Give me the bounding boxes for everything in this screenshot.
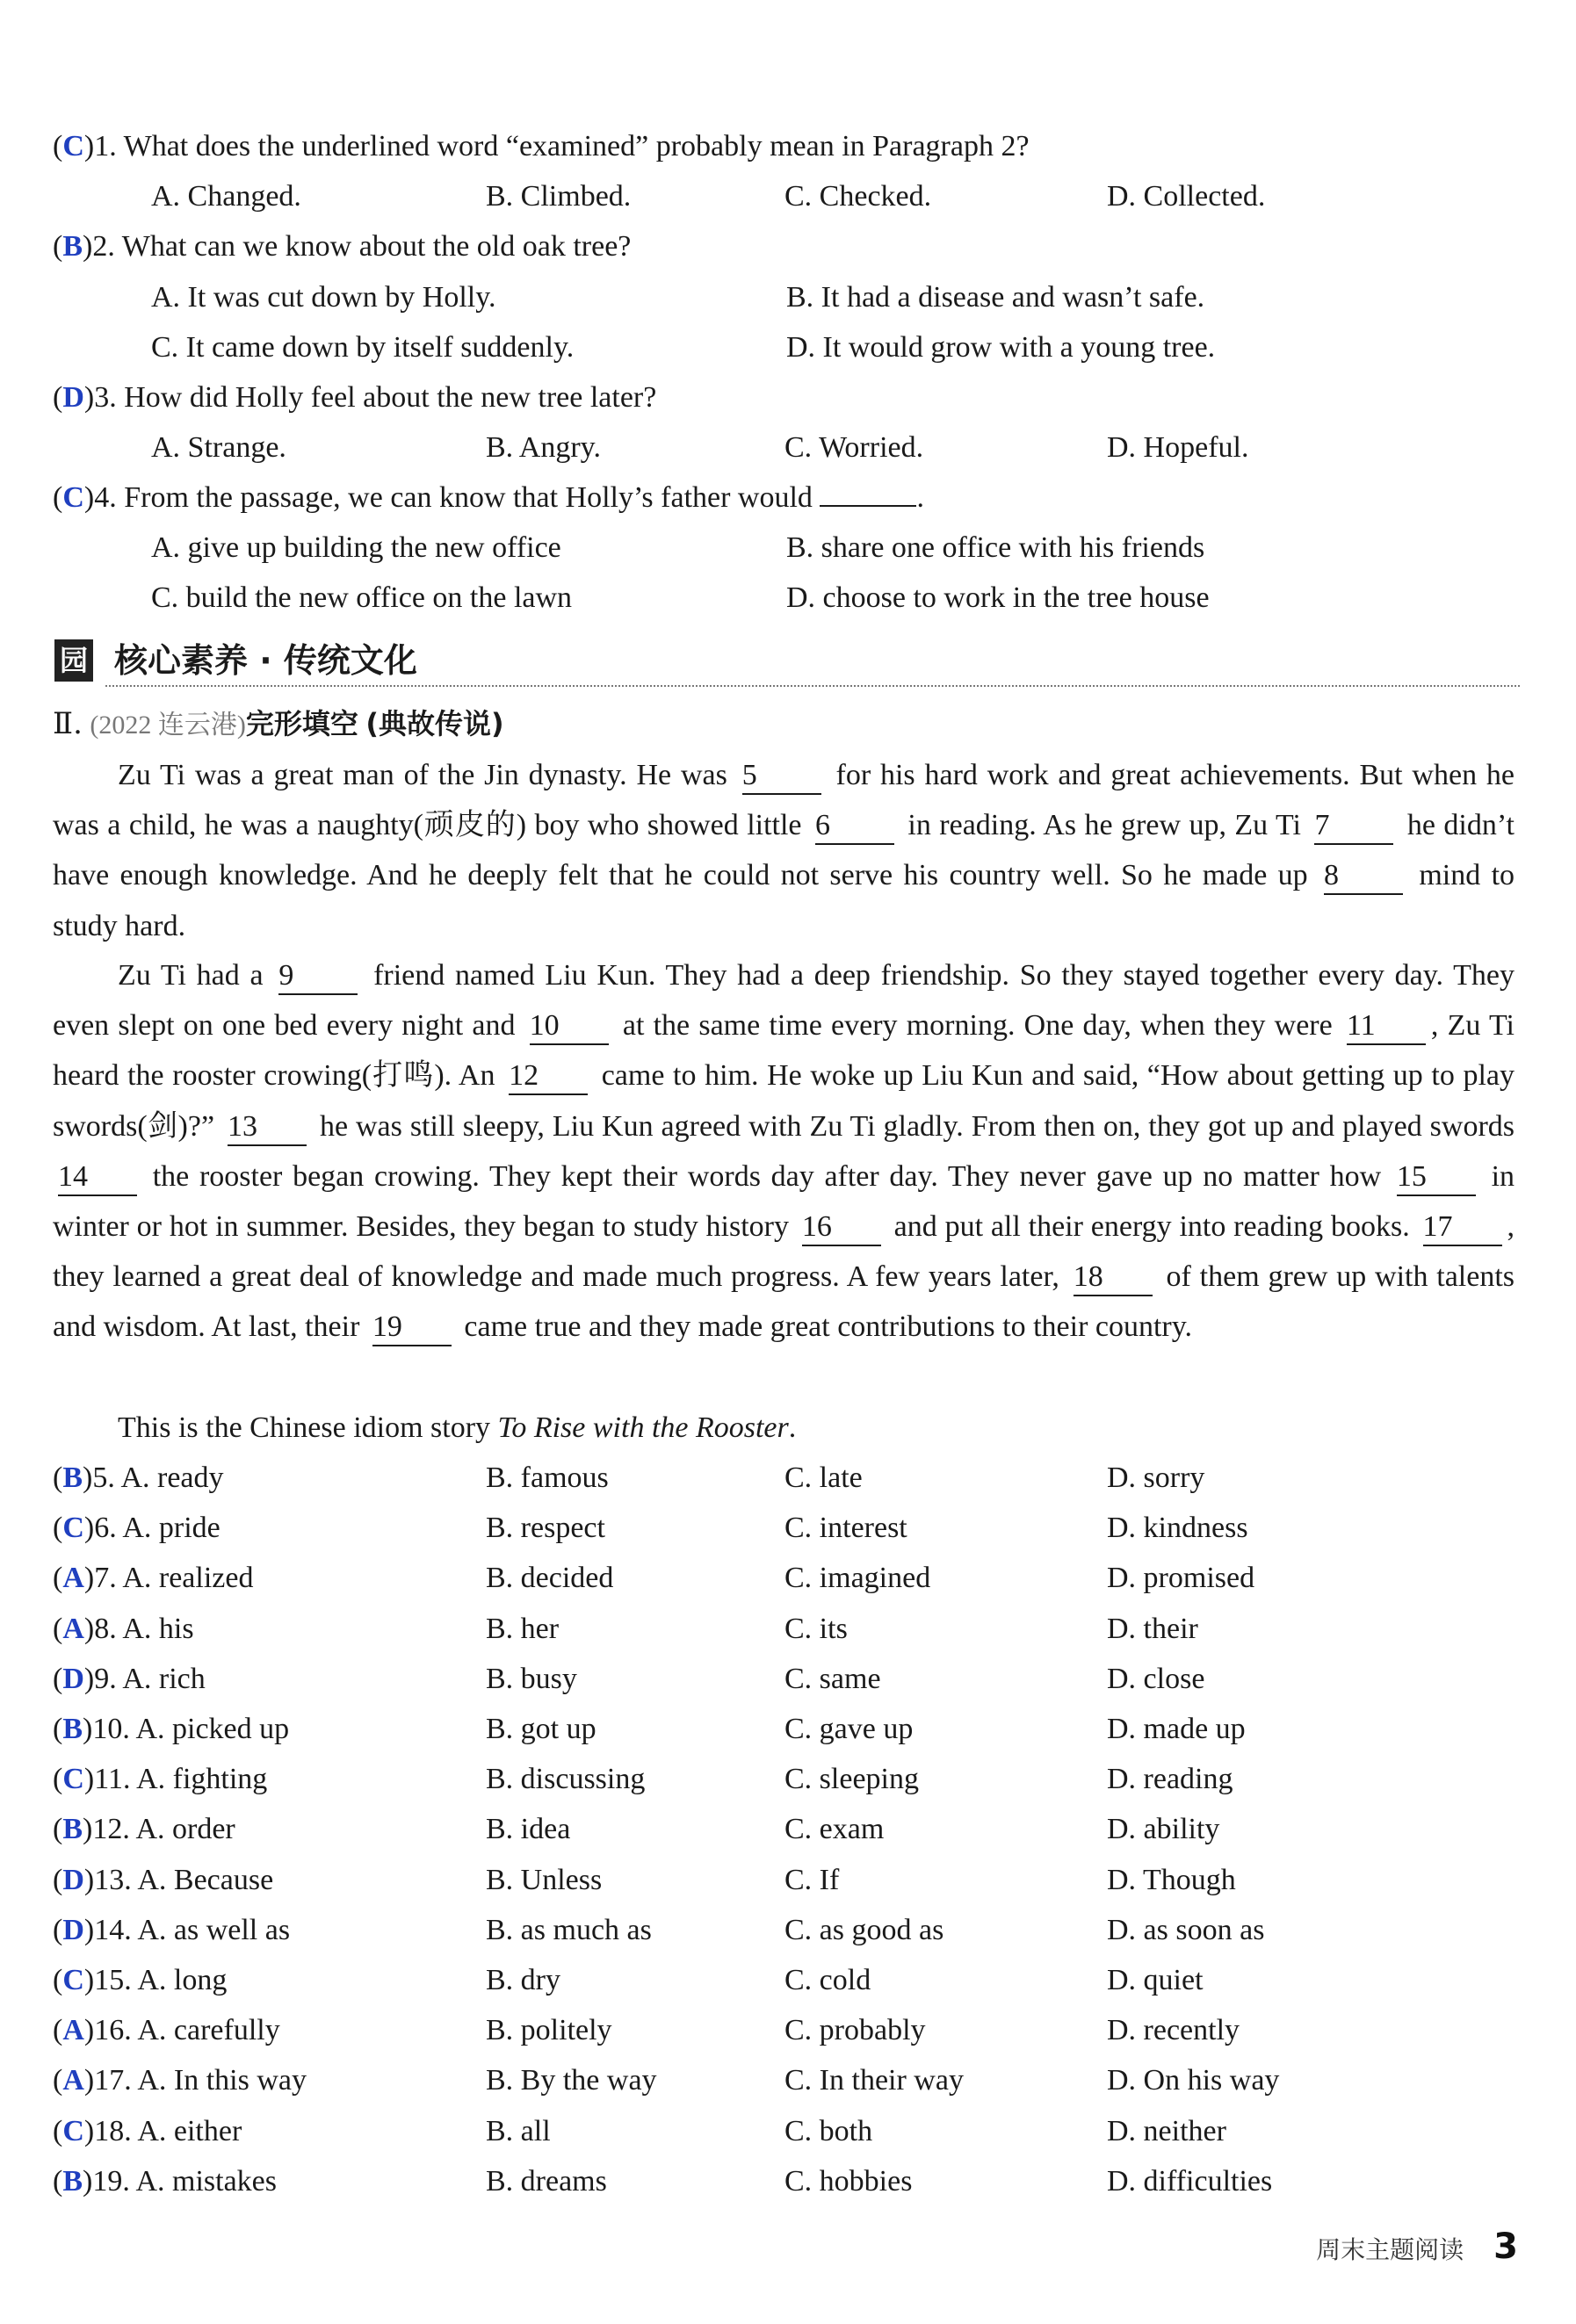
question-num-label: 19. — [92, 2164, 130, 2198]
option-a: A. picked up — [135, 1713, 290, 1745]
blank-6: 6 — [815, 808, 894, 845]
question-num-label: 8. — [94, 1612, 117, 1645]
option-c: C. late — [784, 1462, 863, 1494]
worksheet-page: (C)1. What does the underlined word “examined” probably mean in Paragraph 2? A. Changed. B. Climbed. C. Checked. D. Collected. (B)2. What can we know about the old oak tree? A. It was cut down by Holly. B. It had a disease and wasn’t safe. C. It came down by itself suddenly. D. It would grow with a young tree. (D)3. How did Holly feel about the new tree later? A. Strange. B. Angry. C. Worried. D. Hopeful. (C)4. From the passage, we can know that Holly’s father would . A. give up building the new office B. share one office with his friends C. build the new office on the lawn D. choose to work in the tree house 园 核心素养 · 传统文化 Ⅱ. (2022 连云港)完形填空 (典故传说) Zu Ti was a great man of the Jin dynasty. He was 5 for his hard work and great achievements. But when he was a child, he was a naughty(顽皮的) boy who showed little 6 in reading. As he grew up, Zu Ti 7 he didn’t have enough knowledge. And he deeply felt that he could not serve his country well. So he made up 8 mind to study hard. Zu Ti had a 9 friend named Liu Kun. They had a deep friendship. So they stayed together every day. They even slept on one bed every night and 10 at the same time every morning. One day, when they were 11 , Zu Ti heard the rooster crowing(打鸣). An 12 came to him. He woke up Liu Kun and said, “How about getting up to play swords(剑)?” 13 he was still sleepy, Liu Kun agreed with Zu Ti gladly. From then on, they got up and played swords 14 the rooster began crowing. They kept their words day after day. They never gave up no matter how 15 in winter or hot in summer. Besides, they began to study history 16 and put all their energy into reading books. 17 , they learned a great deal of knowledge and made much progress. A few years later, 18 of them grew up with talents and wisdom. At last, their 19 came true and they made great contributions to their country. This is the Chinese idiom story To Rise with the Rooster. (B)5. A. ready B. famous C. late D. sorry (C)6. A. pride B. respect C. interest D. kindness (A)7. A. realized B. decided C. imagined D. promised (A)8. A. his B. her C. its D. their (D)9. A. rich B. busy C. same D. close (B)10. A. picked up B. got up C. gave up D. made up (C)11. A. fighting B. discussing C. sleeping D. reading (B)12. A. order B. idea C. exam D. ability (D)13. A. Because B. Unless C. If D. Though (D)14. A. as well as B. as much as C. as good as D. as soon as (C)15. A. long B. dry C. cold D. quiet (A)16. A. carefully B. politely C. probably D. recently (A)17. A. In this way B. By the way C. In their way D. On his way (C)18. A. either B. all C. both D. neither (B)19. A. mistakes B. dreams C. hobbies D. difficulties 周末主题阅读 3 — [0, 0, 1576, 2324]
page-number: 3 — [1493, 2227, 1518, 2267]
answer-mark: B — [62, 230, 83, 263]
option-b: B. dreams — [486, 2164, 607, 2198]
option-b: B. dry — [486, 1964, 560, 1996]
question-stem: 3. How did Holly feel about the new tree later? — [94, 381, 657, 414]
question-stem: 1. What does the underlined word “examined” probably mean in Paragraph 2? — [94, 130, 1030, 162]
answer-mark: C — [62, 2114, 84, 2147]
question-number: (C)6. A. pride — [53, 1512, 220, 1545]
option-b: B. famous — [486, 1462, 609, 1494]
blank-15: 15 — [1397, 1159, 1476, 1196]
blank-9: 9 — [278, 958, 358, 995]
option-c: C. gave up — [784, 1713, 914, 1745]
genre-tag: (典故传说) — [365, 707, 504, 740]
answer-mark: B — [62, 1462, 83, 1494]
option-d: D. their — [1107, 1612, 1198, 1645]
option-c: C. cold — [784, 1964, 871, 1996]
answer-mark: B — [62, 2164, 83, 2198]
passage-text: in winter or hot in summer. Besides, they began to study history — [53, 1159, 1515, 1244]
question-number: (B)10. A. picked up — [53, 1713, 290, 1745]
source-tag: (2022 连云港) — [90, 711, 246, 740]
option-a: A. It was cut down by Holly. — [151, 281, 496, 314]
option-b: B. busy — [486, 1662, 577, 1695]
option-d: D. sorry — [1107, 1462, 1205, 1494]
blank-13: 13 — [228, 1109, 307, 1146]
exercise-type: 完形填空 — [245, 707, 358, 740]
option-d: D. close — [1107, 1662, 1205, 1695]
option-b: B. Angry. — [486, 431, 601, 464]
option-c: C. sleeping — [784, 1763, 919, 1796]
option-b: B. respect — [486, 1512, 605, 1545]
passage-paragraph-3 — [53, 1403, 1515, 1453]
passage-text: came to him. He woke up Liu Kun and said, “How about getting up to play swords(剑)?” — [53, 1059, 1515, 1143]
option-a: A. fighting — [136, 1763, 268, 1796]
option-b: B. discussing — [486, 1763, 646, 1796]
passage-paragraph-2 — [53, 950, 1515, 1353]
question-num-label: 11. — [94, 1763, 131, 1796]
passage-text: for his hard work and great achievements. But when he was a child, he was a naughty(顽皮的) boy who showed little — [53, 759, 1515, 842]
blank-17: 17 — [1423, 1209, 1502, 1246]
question-number: (B)5. A. ready — [53, 1462, 224, 1494]
answer-mark: A — [62, 2014, 84, 2047]
option-c: C. exam — [784, 1813, 885, 1846]
section-header — [53, 634, 1520, 689]
answer-mark: A — [62, 1612, 84, 1645]
option-c: C. In their way — [784, 2064, 964, 2097]
option-c: C. both — [784, 2114, 873, 2147]
option-a: A. ready — [120, 1462, 224, 1494]
option-c: C. If — [784, 1863, 840, 1896]
option-c: C. interest — [784, 1512, 907, 1545]
option-b: B. her — [486, 1612, 560, 1645]
passage-text: he didn’t have enough knowledge. And he deeply felt that he could not serve his country well. So he made up — [53, 809, 1515, 892]
option-a: A. carefully — [137, 2014, 280, 2047]
option-d: D. neither — [1107, 2114, 1226, 2147]
question-number: (A)8. A. his — [53, 1612, 194, 1645]
option-c: C. probably — [784, 2014, 926, 2047]
option-d: D. reading — [1107, 1763, 1233, 1796]
option-a: A. as well as — [137, 1913, 291, 1946]
question-number: (D)9. A. rich — [53, 1662, 206, 1695]
answer-mark: C — [62, 1763, 84, 1796]
passage-text: of them grew up with talents and wisdom. At last, their — [53, 1260, 1515, 1344]
answer-mark: C — [62, 1964, 84, 1996]
option-d: D. It would grow with a young tree. — [786, 331, 1216, 364]
passage-text: mind to study hard. — [53, 859, 1515, 942]
question-num-label: 15. — [94, 1964, 132, 1996]
option-a: A. rich — [122, 1662, 206, 1695]
option-d: D. kindness — [1107, 1512, 1248, 1545]
option-d: D. On his way — [1107, 2064, 1280, 2097]
blank-7: 7 — [1314, 808, 1393, 845]
passage-text: he was still sleepy, Liu Kun agreed with Zu Ti gladly. From then on, they got up and played swords — [319, 1109, 1515, 1143]
option-d: D. ability — [1107, 1813, 1220, 1846]
answer-mark: D — [62, 1913, 84, 1946]
answer-mark: A — [62, 2064, 84, 2097]
option-c: C. as good as — [784, 1913, 944, 1946]
passage-text: in reading. As he grew up, Zu Ti — [907, 809, 1301, 842]
option-a: A. realized — [122, 1562, 254, 1595]
option-b: B. all — [486, 2114, 551, 2147]
page-footer — [1316, 2220, 1518, 2277]
option-a: A. either — [137, 2114, 242, 2147]
question-number: (D)13. A. Because — [53, 1863, 274, 1896]
option-a: A. Strange. — [151, 431, 286, 464]
blank-8: 8 — [1324, 858, 1403, 895]
option-d: D. as soon as — [1107, 1913, 1265, 1946]
option-c: C. build the new office on the lawn — [151, 581, 573, 614]
passage-text: Zu Ti had a — [118, 959, 264, 992]
option-d: D. difficulties — [1107, 2164, 1273, 2198]
passage-text: , Zu Ti heard the rooster crowing(打鸣). An — [53, 1009, 1515, 1093]
section-divider — [105, 685, 1520, 687]
passage-text: . — [788, 1411, 797, 1444]
passage-text: Zu Ti was a great man of the Jin dynasty. He was — [118, 759, 727, 791]
question-number: (B)19. A. mistakes — [53, 2164, 278, 2198]
question-number: (A)7. A. realized — [53, 1562, 254, 1595]
question-num-label: 17. — [94, 2064, 132, 2097]
option-a: A. long — [137, 1964, 228, 1996]
option-b: B. Unless — [486, 1863, 603, 1896]
option-a: A. Because — [137, 1863, 274, 1896]
option-a: A. give up building the new office — [151, 531, 561, 564]
passage-text: the rooster began crowing. They kept their words day after day. They never gave up no matter how — [152, 1159, 1382, 1193]
blank-11: 11 — [1347, 1008, 1426, 1045]
section-title: 核心素养 · 传统文化 — [114, 641, 417, 680]
question-number: (A)16. A. carefully — [53, 2014, 280, 2047]
question-number: (C)11. A. fighting — [53, 1763, 268, 1796]
option-a: A. mistakes — [135, 2164, 278, 2198]
option-d: D. quiet — [1107, 1964, 1204, 1996]
option-d: D. made up — [1107, 1713, 1246, 1745]
question-stem: 2. What can we know about the old oak tree? — [92, 230, 632, 263]
blank-19: 19 — [372, 1310, 452, 1346]
option-c: C. Checked. — [784, 180, 932, 213]
option-b: B. as much as — [486, 1913, 652, 1946]
passage-text: and put all their energy into reading books. — [893, 1210, 1410, 1244]
blank-5: 5 — [742, 758, 821, 795]
answer-mark: B — [62, 1813, 83, 1846]
passage-text: This is the Chinese idiom story — [118, 1411, 491, 1444]
blank-18: 18 — [1074, 1259, 1153, 1296]
question-num-label: 16. — [94, 2014, 132, 2047]
question-num-label: 6. — [94, 1512, 117, 1545]
question-num-label: 18. — [94, 2114, 132, 2147]
option-a: A. order — [135, 1813, 235, 1846]
passage-text: , they learned a great deal of knowledge and made much progress. A few years later, — [53, 1210, 1515, 1294]
question-num-label: 9. — [94, 1662, 117, 1695]
question-num-label: 12. — [92, 1813, 130, 1846]
option-b: B. Climbed. — [486, 180, 632, 213]
question-num-label: 10. — [92, 1713, 130, 1745]
footer-label: 周末主题阅读 — [1316, 2235, 1464, 2264]
passage-text: came true and they made great contributions to their country. — [464, 1310, 1193, 1344]
option-b: B. politely — [486, 2014, 612, 2047]
option-c: C. hobbies — [784, 2164, 913, 2198]
story-title: To Rise with the Rooster — [497, 1411, 789, 1444]
option-d: D. recently — [1107, 2014, 1240, 2047]
question-stem: 4. From the passage, we can know that Holly’s father would — [94, 481, 813, 514]
option-d: D. Though — [1107, 1863, 1236, 1896]
answer-mark: C — [62, 481, 84, 514]
answer-mark: D — [62, 1863, 84, 1896]
blank-16: 16 — [802, 1209, 881, 1246]
option-d: D. Hopeful. — [1107, 431, 1249, 464]
option-c: C. its — [784, 1612, 848, 1645]
option-b: B. decided — [486, 1562, 614, 1595]
option-d: D. choose to work in the tree house — [786, 581, 1210, 614]
option-b: B. got up — [486, 1713, 596, 1745]
blank-12: 12 — [509, 1058, 588, 1095]
answer-mark: C — [62, 130, 84, 162]
answer-mark: D — [62, 381, 84, 414]
option-d: D. Collected. — [1107, 180, 1266, 213]
passage-text: friend named Liu Kun. They had a deep friendship. So they stayed together every day. They even slept on one bed every night and — [53, 959, 1515, 1043]
passage-text: at the same time every morning. One day, when they were — [622, 1009, 1333, 1043]
question-num-label: 14. — [94, 1913, 132, 1946]
option-b: B. It had a disease and wasn’t safe. — [786, 281, 1205, 314]
option-d: D. promised — [1107, 1562, 1255, 1595]
answer-mark: C — [62, 1512, 84, 1545]
fill-blank — [820, 505, 916, 507]
part-number: Ⅱ. — [53, 706, 83, 741]
question-number: (B)12. A. order — [53, 1813, 235, 1846]
option-a: A. Changed. — [151, 180, 301, 213]
option-c: C. imagined — [784, 1562, 931, 1595]
passage-paragraph-1 — [53, 750, 1515, 951]
blank-10: 10 — [530, 1008, 609, 1045]
answer-mark: A — [62, 1562, 84, 1595]
option-b: B. share one office with his friends — [786, 531, 1205, 564]
option-a: A. pride — [122, 1512, 220, 1545]
option-a: A. In this way — [137, 2064, 307, 2097]
option-c: C. Worried. — [784, 431, 924, 464]
question-number: (C)18. A. either — [53, 2114, 242, 2147]
option-b: B. idea — [486, 1813, 571, 1846]
answer-mark: B — [62, 1713, 83, 1745]
section-icon: 园 — [54, 639, 93, 682]
question-number: (C)15. A. long — [53, 1964, 228, 1996]
option-b: B. By the way — [486, 2064, 657, 2097]
option-c: C. same — [784, 1662, 881, 1695]
option-a: A. his — [122, 1612, 194, 1645]
answer-mark: D — [62, 1662, 84, 1695]
question-num-label: 7. — [94, 1562, 117, 1595]
blank-14: 14 — [58, 1159, 137, 1196]
question-num-label: 5. — [92, 1462, 115, 1494]
option-c: C. It came down by itself suddenly. — [151, 331, 575, 364]
question-number: (A)17. A. In this way — [53, 2064, 307, 2097]
question-num-label: 13. — [94, 1863, 132, 1896]
question-number: (D)14. A. as well as — [53, 1913, 291, 1946]
